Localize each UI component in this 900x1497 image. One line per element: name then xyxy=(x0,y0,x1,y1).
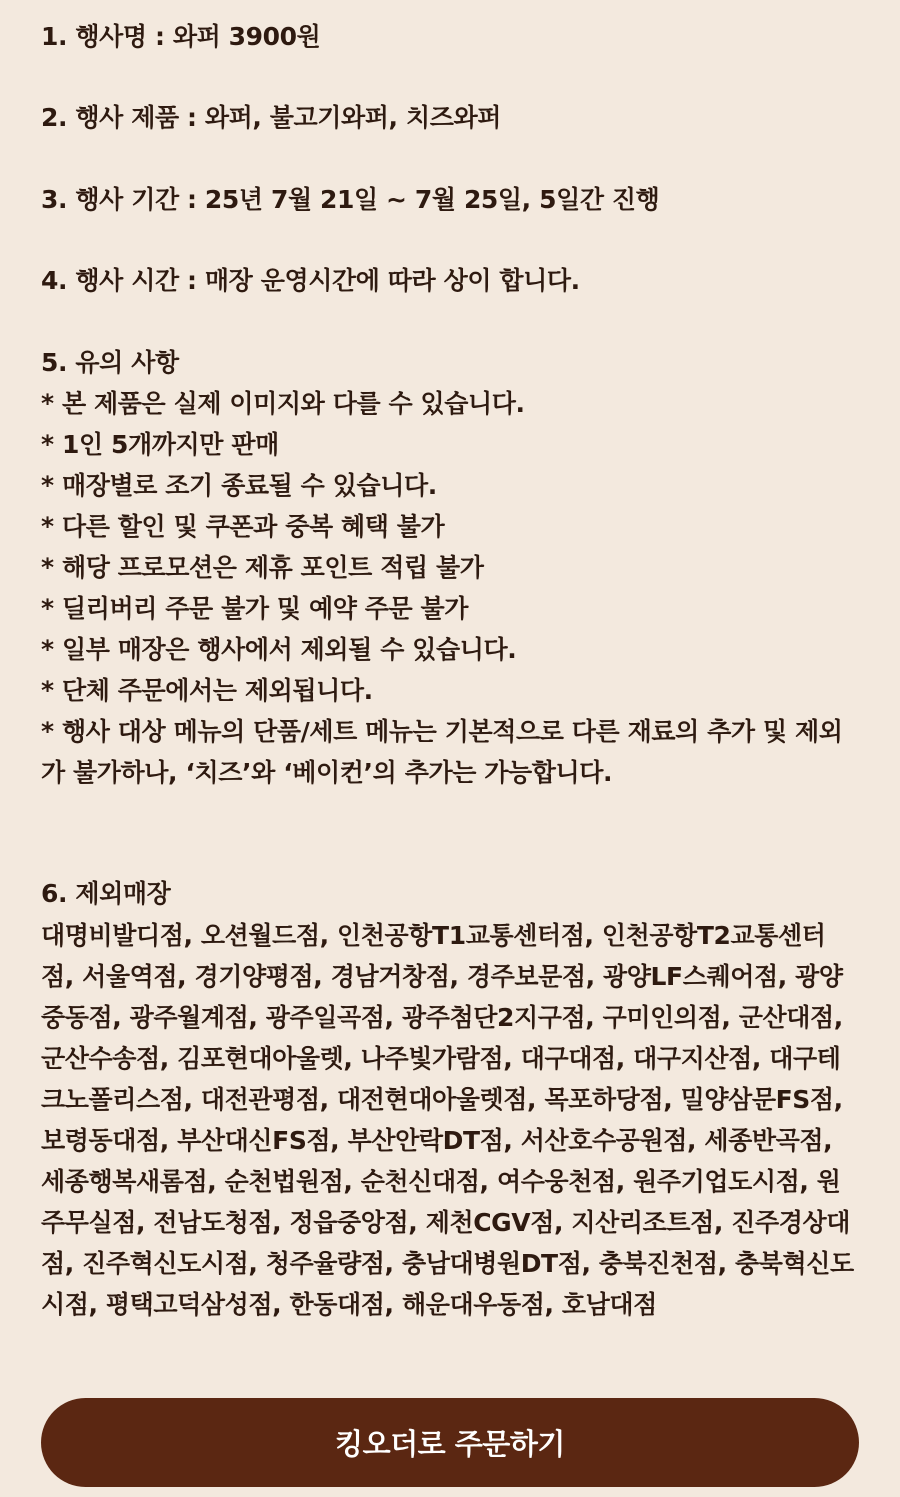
excluded-stores xyxy=(41,915,854,1325)
king-order-button[interactable]: 킹오더로 주문하기 xyxy=(41,1398,859,1487)
note-item: * 해당 프로모션은 제휴 포인트 적립 불가 xyxy=(41,553,484,582)
event-products: 2. 행사 제품 : 와퍼, 불고기와퍼, 치즈와퍼 xyxy=(41,103,501,132)
note-item: * 단체 주문에서는 제외됩니다. xyxy=(41,676,373,705)
excluded-stores-line: 점, 서울역점, 경기양평점, 경남거창점, 경주보문점, 광양LF스퀘어점, 광양 xyxy=(41,962,843,991)
excluded-stores-line: 대명비발디점, 오션월드점, 인천공항T1교통센터점, 인천공항T2교통센터 xyxy=(41,921,826,950)
excluded-stores-line: 주무실점, 전남도청점, 정읍중앙점, 제천CGV점, 지산리조트점, 진주경상대 xyxy=(41,1208,851,1237)
event-name: 1. 행사명 : 와퍼 3900원 xyxy=(41,22,321,51)
notes-heading: 5. 유의 사항 xyxy=(41,348,179,377)
note-item: * 일부 매장은 행사에서 제외될 수 있습니다. xyxy=(41,635,517,664)
excluded-stores-line: 크노폴리스점, 대전관평점, 대전현대아울렛점, 목포하당점, 밀양삼문FS점, xyxy=(41,1085,843,1114)
excluded-stores-line: 점, 진주혁신도시점, 청주율량점, 충남대병원DT점, 충북진천점, 충북혁신도 xyxy=(41,1249,854,1278)
note-item: * 1인 5개까지만 판매 xyxy=(41,430,279,459)
note-item: * 본 제품은 실제 이미지와 다를 수 있습니다. xyxy=(41,389,525,418)
note-item-extra-line2: 가 불가하나, ‘치즈’와 ‘베이컨’의 추가는 가능합니다. xyxy=(41,758,613,787)
note-item: * 매장별로 조기 종료될 수 있습니다. xyxy=(41,471,437,500)
excluded-stores-line: 시점, 평택고덕삼성점, 한동대점, 해운대우동점, 호남대점 xyxy=(41,1290,657,1319)
note-item-extra-line1: * 행사 대상 메뉴의 단품/세트 메뉴는 기본적으로 다른 재료의 추가 및 제외 xyxy=(41,717,843,746)
notes-section xyxy=(41,342,843,793)
event-hours: 4. 행사 시간 : 매장 운영시간에 따라 상이 합니다. xyxy=(41,266,580,295)
excluded-stores-line: 중동점, 광주월계점, 광주일곡점, 광주첨단2지구점, 구미인의점, 군산대점, xyxy=(41,1003,843,1032)
excluded-stores-line: 보령동대점, 부산대신FS점, 부산안락DT점, 서산호수공원점, 세종반곡점, xyxy=(41,1126,833,1155)
note-item: * 다른 할인 및 쿠폰과 중복 혜택 불가 xyxy=(41,512,445,541)
excluded-stores-line: 군산수송점, 김포현대아울렛, 나주빛가람점, 대구대점, 대구지산점, 대구테 xyxy=(41,1044,841,1073)
note-item: * 딜리버리 주문 불가 및 예약 주문 불가 xyxy=(41,594,469,623)
event-period: 3. 행사 기간 : 25년 7월 21일 ~ 7월 25일, 5일간 진행 xyxy=(41,185,660,214)
excluded-heading: 6. 제외매장 xyxy=(41,879,171,908)
excluded-stores-line: 세종행복새롬점, 순천법원점, 순천신대점, 여수웅천점, 원주기업도시점, 원 xyxy=(41,1167,841,1196)
